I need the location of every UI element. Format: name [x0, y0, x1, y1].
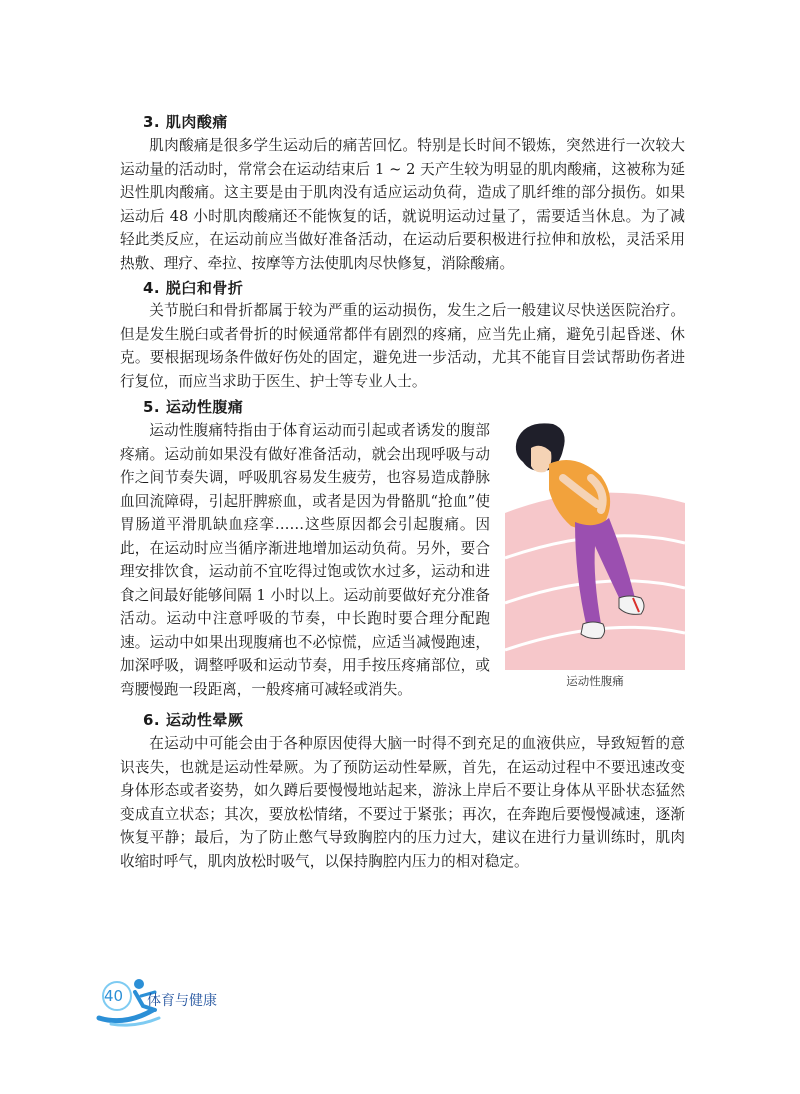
abdominal-pain-illustration — [505, 418, 685, 670]
section-heading-exercise-abdominal-pain: 5. 运动性腹痛 — [143, 398, 244, 416]
paragraph-dislocation-fracture: 关节脱臼和骨折都属于较为严重的运动损伤，发生之后一般建议尽快送医院治疗。但是发生脱臼或者骨折的时候通常都伴有剧烈的疼痛，应当先止痛，避免引起昏迷、休克。要根据现场条件做好伤处的固定，避免进一步活动，尤其不能盲目尝试帮助伤者进行复位，而应当求助于医生、护士等专业人士。 — [120, 302, 685, 390]
section-heading-dislocation-fracture: 4. 脱臼和骨折 — [143, 279, 244, 297]
figure-caption: 运动性腹痛 — [566, 674, 624, 688]
section-heading-muscle-soreness: 3. 肌肉酸痛 — [143, 113, 228, 131]
paragraph-exercise-syncope: 在运动中可能会由于各种原因使得大脑一时得不到充足的血液供应，导致短暂的意识丧失，也就是运动性晕厥。为了预防运动性晕厥，首先，在运动过程中不要迅速改变身体形态或者姿势，如久蹲后要慢慢地站起来，游泳上岸后不要让身体从平卧状态猛然变成直立状态；其次，要放松情绪，不要过于紧张；再次，在奔跑后要慢慢减速，逐渐恢复平静；最后，为了防止憋气导致胸腔内的压力过大，建议在进行力量训练时，肌肉收缩时呼气，肌肉放松时吸气，以保持胸腔内压力的相对稳定。 — [120, 735, 685, 870]
book-title: 体育与健康 — [147, 993, 217, 1009]
section-heading-exercise-syncope: 6. 运动性晕厥 — [143, 711, 244, 729]
paragraph-exercise-abdominal-pain: 运动性腹痛特指由于体育运动而引起或者诱发的腹部疼痛。运动前如果没有做好准备活动，就会出现呼吸与动作之间节奏失调，呼吸肌容易发生疲劳，也容易造成静脉血回流障碍，引起肝脾瘀血，或者是因为骨骼肌“抢血”使胃肠道平滑肌缺血痉挛……这些原因都会引起腹痛。因此，在运动时应当循序渐进地增加运动负荷。另外，要合理安排饮食，运动前不宜吃得过饱或饮水过多，运动和进食之间最好能够间隔 1 小时以上。运动前要做好充分准备活动。运动中注意呼吸的节奏，中长跑时要合理分配跑速。运动中如果出现腹痛也不必惊慌，应适当减慢跑速，加深呼吸，调整呼吸和运动节奏，用手按压疼痛部位，或弯腰慢跑一段距离，一般疼痛可减轻或消失。 — [120, 422, 490, 698]
paragraph-muscle-soreness: 肌肉酸痛是很多学生运动后的痛苦回忆。特别是长时间不锻炼，突然进行一次较大运动量的活动时，常常会在运动结束后 1 ~ 2 天产生较为明显的肌肉酸痛，这被称为延迟性肌肉酸痛。这主要是由于肌肉没有适应运动负荷，造成了肌纤维的部分损伤。如果运动后 48 小时肌肉酸痛还不能恢复的话，就说明运动过量了，需要适当休息。为了减轻此类反应，在运动前应当做好准备活动，在运动后要积极进行拉伸和放松，灵活采用热敷、理疗、牵拉、按摩等方法使肌肉尽快修复，消除酸痛。 — [120, 137, 685, 272]
page-number: 40 — [104, 987, 124, 1005]
